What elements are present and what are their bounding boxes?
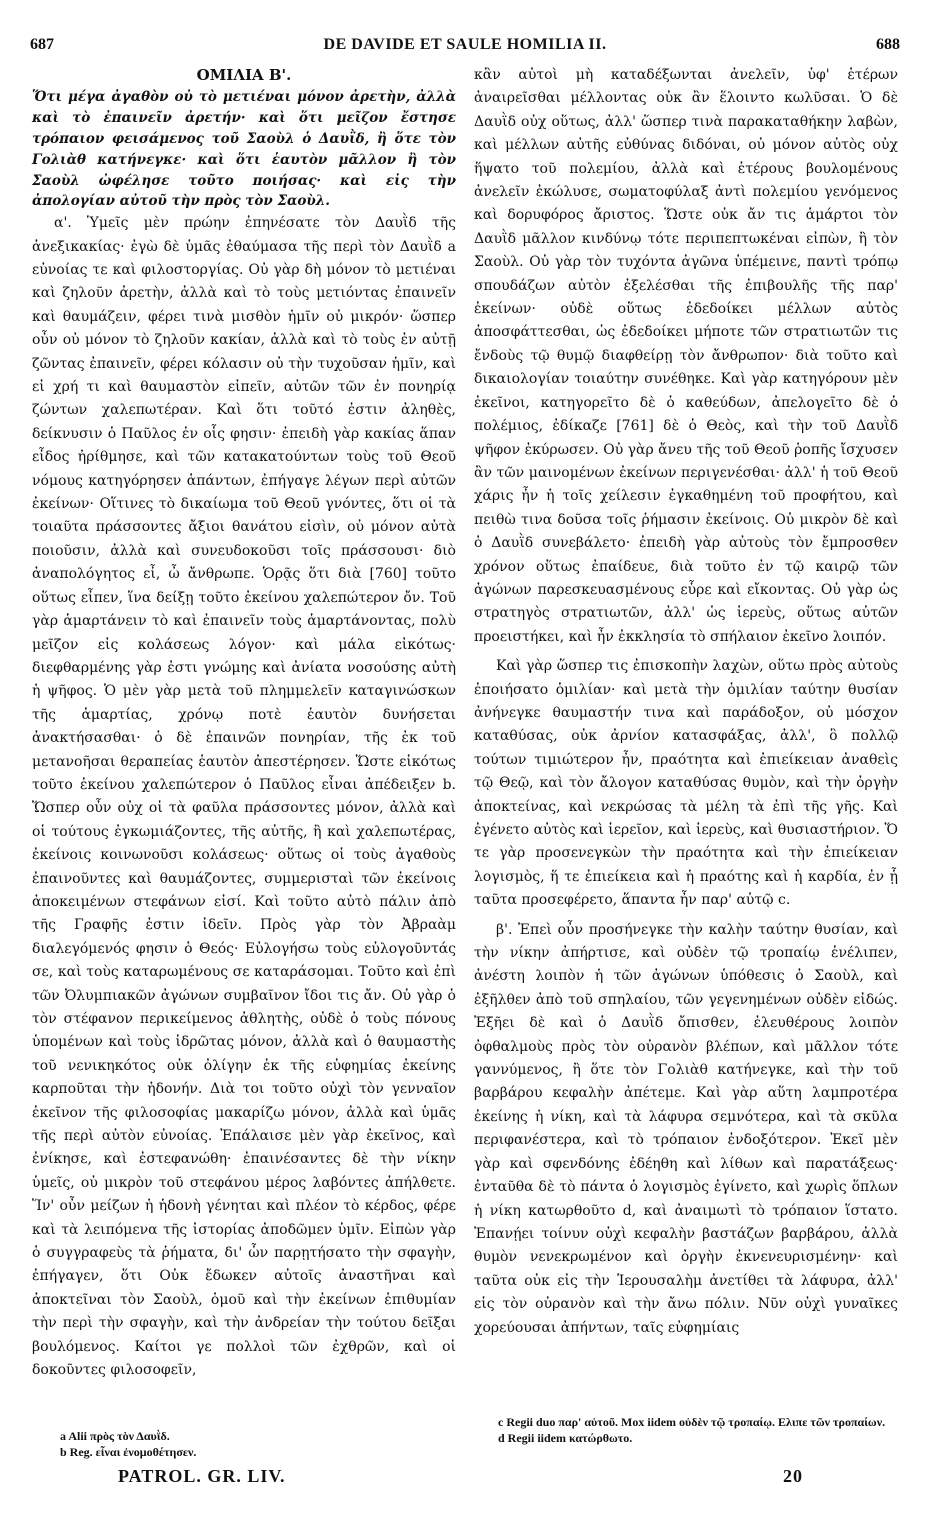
right-column	[474, 64, 898, 1340]
page-number-right: 688	[876, 36, 900, 53]
homily-argument: Ὅτι μέγα ἀγαθὸν οὐ τὸ μετιέναι μόνον ἀρετὴν, ἀλλὰ καὶ τὸ ἐπαινεῖν ἀρετήν· καὶ ὅτι μεῖζον ἔστησε τρόπαιον φεισάμενος τοῦ Σαοὺλ ὁ Δαυῒδ, ἢ ὅτε τὸν Γολιὰθ κατήνεγκε· καὶ ὅτι ἑαυτὸν μᾶλλον ἢ τὸν Σαοὺλ ὠφέλησε τοῦτο ποιήσας· καὶ εἰς τὴν ἀπολογίαν αὐτοῦ τὴν πρὸς τὸν Σαοὺλ.	[32, 89, 456, 210]
footnote: d Regii iidem κατώρθωτο.	[498, 1431, 633, 1445]
footnote: c Regii duo παρ' αὐτοῦ. Mox iidem οὐδὲν τῷ τροπαίῳ. Ελιπε τῶν τροπαίων.	[498, 1415, 886, 1429]
footer-signature-number: 20	[783, 1466, 803, 1486]
page-number-left: 687	[30, 36, 54, 53]
footnote: a Alii πρὸς τὸν Δαυῒδ.	[60, 1429, 170, 1443]
footnote: b Reg. εἶναι ἐνομοθέτησεν.	[60, 1445, 197, 1459]
footer-signature: PATROL. GR. LIV.	[118, 1466, 286, 1486]
running-title: DE DAVIDE ET SAULE HOMILIA II.	[323, 36, 607, 53]
footnotes-left	[60, 1428, 440, 1460]
paragraph: β'. Ἐπεὶ οὖν προσήνεγκε τὴν καλὴν ταύτην θυσίαν, καὶ τὴν νίκην ἀπήρτισε, καὶ οὐδὲν τῷ τροπαίῳ ἐνέλιπεν, ἀνέστη λοιπὸν ἡ τῶν ἀγώνων ὑπόθεσις ὁ Σαοὺλ, καὶ ἐξῆλθεν ἀπὸ τοῦ σπηλαίου, τῶν γεγενημένων οὐδὲν εἰδώς. Ἐξῆει δὲ καὶ ὁ Δαυῒδ ὄπισθεν, ἐλευθέρους λοιπὸν ὀφθαλμοὺς πρὸς τὸν οὐρανὸν βλέπων, καὶ μᾶλλον τότε γαννύμενος, ἢ ὅτε τὸν Γολιὰθ κατήνεγκε, καὶ τὴν τοῦ βαρβάρου κεφαλὴν ἀπέτεμε. Καὶ γὰρ αὕτη λαμπροτέρα ἐκείνης ἡ νίκη, καὶ τὰ λάφυρα σεμνότερα, καὶ τὰ σκῦλα περιφανέστερα, καὶ τὸ τρόπαιον ἐνδοξότερον. Ἐκεῖ μὲν γὰρ καὶ σφενδόνης ἐδέηθη καὶ λίθων καὶ παρατάξεως· ἐνταῦθα δὲ τὸ πάντα ὁ λογισμὸς ἐγίνετο, καὶ χωρὶς ὅπλων ἡ νίκη κατωρθοῦτο d, καὶ ἀναιμωτὶ τὸ τρόπαιον ἵστατο. Ἐπανῄει τοίνυν οὐχὶ κεφαλὴν βαστάζων βαρβάρου, ἀλλὰ θυμὸν νενεκρωμένον καὶ ὀργὴν ἐκνενευρισμένην· καὶ ταῦτα οὐκ εἰς τὴν Ἱερουσαλὴμ ἀνετίθει τὰ λάφυρα, ἀλλ' εἰς τὸν οὐρανὸν καὶ τὴν ἄνω πόλιν. Νῦν οὐχὶ γυναῖκες χορεύουσαι ἀπήντων, ταῖς εὐφημίαις	[474, 921, 898, 1336]
running-header	[30, 36, 900, 60]
footnotes-right	[498, 1414, 898, 1446]
paragraph: Καὶ γὰρ ὥσπερ τις ἐπισκοπὴν λαχὼν, οὕτω πρὸς αὐτοὺς ἐποιήσατο ὁμιλίαν· καὶ μετὰ τὴν ὁμιλίαν ταύτην θυσίαν ἀνήνεγκε θαυμαστήν τινα καὶ παράδοξον, οὐ μόσχον καταθύσας, οὐκ ἀρνίον κατασφάξας, ἀλλ', ὃ πολλῷ τούτων τιμιώτερον ἦν, πραότητα καὶ ἐπιείκειαν ἀναθεὶς τῷ Θεῷ, καὶ τὸν ἄλογον καταθύσας θυμὸν, καὶ τὴν ὀργὴν ἀποκτείνας, καὶ νεκρώσας τὰ μέλη τὰ ἐπὶ τῆς γῆς. Καὶ ἐγένετο αὐτὸς καὶ ἱερεῖον, καὶ ἱερεὺς, καὶ θυσιαστήριον. Ὅ τε γὰρ προσενεγκὼν τὴν πραότητα καὶ τὴν ἐπιείκειαν λογισμὸς, ἥ τε ἐπιείκεια καὶ ἡ πραότης καὶ ἡ καρδία, ἐν ᾗ ταῦτα προσεφέρετο, ἅπαντα ἦν παρ' αὐτῷ c.	[474, 658, 898, 909]
paragraph: α'. Ὑμεῖς μὲν πρώην ἐπηνέσατε τὸν Δαυῒδ τῆς ἀνεξικακίας· ἐγὼ δὲ ὑμᾶς ἐθαύμασα τῆς περὶ τὸν Δαυῒδ a εὐνοίας τε καὶ φιλοστοργίας. Οὐ γὰρ δὴ μόνον τὸ μετιέναι καὶ ζηλοῦν ἀρετὴν, ἀλλὰ καὶ τὸ τοὺς μετιόντας ἐπαινεῖν καὶ θαυμάζειν, φέρει τινὰ μισθὸν ἡμῖν οὐ μικρόν· ὥσπερ οὖν οὐ μόνον τὸ ζηλοῦν κακίαν, ἀλλὰ καὶ τὸ τοὺς ἐν αὐτῇ ζῶντας ἐπαινεῖν, φέρει κόλασιν οὐ τὴν τυχοῦσαν ἡμῖν, καὶ εἰ χρή τι καὶ θαυμαστὸν εἰπεῖν, αὐτῶν τῶν ἐν πονηρίᾳ ζώντων χαλεπωτέραν. Καὶ ὅτι τοῦτό ἐστιν ἀληθὲς, δείκνυσιν ὁ Παῦλος ἐν οἷς φησιν· ἐπειδὴ γὰρ κακίας ἅπαν εἶδος ἠρίθμησε, καὶ τῶν κατακατούντων τοὺς τοῦ Θεοῦ νόμους κατηγόρησεν ἁπάντων, ἐπήγαγε λέγων περὶ αὐτῶν ἐκείνων· Οἵτινες τὸ δικαίωμα τοῦ Θεοῦ γνόντες, ὅτι οἱ τὰ τοιαῦτα πράσσοντες ἄξιοι θανάτου εἰσὶν, οὐ μόνον αὐτὰ ποιοῦσιν, ἀλλὰ καὶ συνευδοκοῦσι τοῖς πράσσουσι· διὸ ἀναπολόγητος εἶ, ὦ ἄνθρωπε. Ὁρᾷς ὅτι διὰ [760] τοῦτο οὕτως εἶπεν, ἵνα δείξῃ τοῦτο ἐκείνου χαλεπώτερον ὄν. Τοῦ γὰρ ἁμαρτάνειν τὸ καὶ ἐπαινεῖν τοὺς ἁμαρτάνοντας, πολὺ μεῖζον εἰς κολάσεως λόγον· καὶ μάλα εἰκότως· διεφθαρμένης γὰρ ἐστι γνώμης καὶ ἀνίατα νοσούσης αὐτὴ ἡ ψῆφος. Ὁ μὲν γὰρ μετὰ τοῦ πλημμελεῖν καταγινώσκων τῆς ἁμαρτίας, χρόνῳ ποτὲ ἑαυτὸν δυνήσεται ἀνακτήσασθαι· ὁ δὲ ἐπαινῶν πονηρίαν, τῆς ἐκ τοῦ μετανοῆσαι θεραπείας ἑαυτὸν ἀπεστέρησεν. Ὥστε εἰκότως τοῦτο ἐκείνου χαλεπώτερον ὁ Παῦλος εἶναι ἀπέδειξεν b. Ὥσπερ οὖν οὐχ οἱ τὰ φαῦλα πράσσοντες μόνον, ἀλλὰ καὶ οἱ τούτους ἐγκωμιάζοντες, τῆς αὐτῆς, ἢ καὶ χαλεπωτέρας, ἐκείνοις κοινωνοῦσι κολάσεως· οὕτως οἱ τοὺς ἀγαθοὺς ἐπαινοῦντες καὶ θαυμάζοντες, συμμερισταὶ τῶν ἐκείνοις ἀποκειμένων στεφάνων εἰσί. Καὶ τοῦτο αὐτὸ πάλιν ἀπὸ τῆς Γραφῆς ἐστιν ἰδεῖν. Πρὸς γὰρ τὸν Ἀβραὰμ διαλεγόμενός φησιν ὁ Θεός· Εὐλογήσω τοὺς εὐλογοῦντάς σε, καὶ τοὺς καταρωμένους σε καταράσομαι. Τοῦτο καὶ ἐπὶ τῶν Ὀλυμπιακῶν ἀγώνων συμβαῖνον ἴδοι τις ἄν. Οὐ γὰρ ὁ τὸν στέφανον περικείμενος ἀθλητὴς, οὐδὲ ὁ τοὺς πόνους ὑπομένων καὶ τοὺς ἱδρῶτας μόνον, ἀλλὰ καὶ ὁ θαυμαστὴς τοῦ νενικηκότος οὐκ ὀλίγην ἐκ τῆς εὐφημίας ἐκείνης καρποῦται τὴν ἡδονήν. Διὰ τοι τοῦτο οὐχὶ τὸν γενναῖον ἐκεῖνον τῆς φιλοσοφίας μακαρίζω μόνον, ἀλλὰ καὶ ὑμᾶς τῆς περὶ αὐτὸν εὐνοίας. Ἐπάλαισε μὲν γὰρ ἐκεῖνος, καὶ ἐνίκησε, καὶ ἐστεφανώθη· ἐπαινέσαντες δὲ τὴν νίκην ὑμεῖς, οὐ μικρὸν τοῦ στεφάνου μέρος λαβόντες ἀπήλθετε. Ἵν' οὖν μείζων ἡ ἡδονὴ γένηται καὶ πλέον τὸ κέρδος, φέρε καὶ τὰ λειπόμενα τῆς ἱστορίας ἀποδῶμεν ὑμῖν. Εἰπὼν γὰρ ὁ συγγραφεὺς τὰ ῥήματα, δι' ὧν παρῃτήσατο τὴν σφαγὴν, ἐπήγαγεν, ὅτι Οὐκ ἔδωκεν αὐτοῖς ἀναστῆναι καὶ ἀποκτεῖναι τὸν Σαοὺλ, ὁμοῦ καὶ τὴν ἐκείνων ἐπιθυμίαν τὴν περὶ τὴν σφαγὴν, καὶ τὴν ἀνδρείαν τὴν τούτου δεῖξαι βουλόμενος. Καίτοι γε πολλοὶ τῶν ἐχθρῶν, καὶ οἱ δοκοῦντες φιλοσοφεῖν,	[32, 215, 456, 1379]
homily-title: ΟΜΙΛΙΑ Β'.	[196, 66, 292, 84]
paragraph: κἂν αὐτοὶ μὴ καταδέξωνται ἀνελεῖν, ὑφ' ἑτέρων ἀναιρεῖσθαι μέλλοντας οὐκ ἂν ἕλοιντο κωλῦσαι. Ὁ δὲ Δαυῒδ οὐχ οὕτως, ἀλλ' ὥσπερ τινὰ παρακαταθήκην λαβὼν, καὶ μέλλων αὐτῆς εὐθύνας διδόναι, οὐ μόνον αὐτὸς οὐχ ἥψατο τοῦ πολεμίου, ἀλλὰ καὶ ἑτέρους βουλομένους ἀνελεῖν ἐκώλυσε, σωματοφύλαξ ἀντὶ πολεμίου γενόμενος καὶ δορυφόρος ἄριστος. Ὥστε οὐκ ἄν τις ἁμάρτοι τὸν Δαυῒδ μᾶλλον κινδύνῳ τότε περιπεπτωκέναι εἰπὼν, ἢ τὸν Σαοὺλ. Οὐ γὰρ τὸν τυχόντα ἀγῶνα ὑπέμεινε, παντὶ τρόπῳ σπουδάζων αὐτὸν ἐξελέσθαι τῆς ἐπιβουλῆς τῆς παρ' ἐκείνων· οὐδὲ οὕτως ἐδεδοίκει μέλλων αὐτὸς ἀποσφάττεσθαι, ὡς ἐδεδοίκει μήποτε τῶν στρατιωτῶν τις ἔνδοὺς τῷ θυμῷ διαφθείρῃ τὸν ἄνθρωπον· διὰ τοῦτο καὶ δικαιολογίαν τοιαύτην συνέθηκε. Καὶ γὰρ κατηγόρουν μὲν ἐκεῖνοι, κατηγορεῖτο δὲ ὁ καθεύδων, ἀπελογεῖτο δὲ ὁ πολέμιος, ἐδίκαζε [761] δὲ ὁ Θεὸς, καὶ τὴν τοῦ Δαυῒδ ψῆφον ἐκύρωσεν. Οὐ γὰρ ἄνευ τῆς τοῦ Θεοῦ ῥοπῆς ἴσχυσεν ἂν τῶν μαινομένων ἐκείνων περιγενέσθαι· ἀλλ' ἡ τοῦ Θεοῦ χάρις ἦν ἡ τοῖς χείλεσιν ἐγκαθημένη τοῦ προφήτου, καὶ πειθὼ τινα δοῦσα τοῖς ῥήμασιν ἐκείνοις. Οὐ μικρὸν δὲ καὶ ὁ Δαυῒδ συνεβάλετο· ἐπειδὴ γὰρ αὐτοὺς τὸν ἔμπροσθεν χρόνον οὕτως ἐπαίδευε, διὰ τοῦτο ἐν τῷ καιρῷ τῶν ἀγώνων παρεσκευασμένους εὗρε καὶ εἴκοντας. Οὐ γὰρ ὡς στρατηγὸς στρατιωτῶν, ἀλλ' ὡς ἱερεὺς, οὕτως αὐτῶν προειστήκει, καὶ ἦν ἐκκλησία τὸ σπήλαιον ἐκεῖνο λοιπόν.	[474, 67, 898, 645]
left-column	[32, 64, 456, 1383]
